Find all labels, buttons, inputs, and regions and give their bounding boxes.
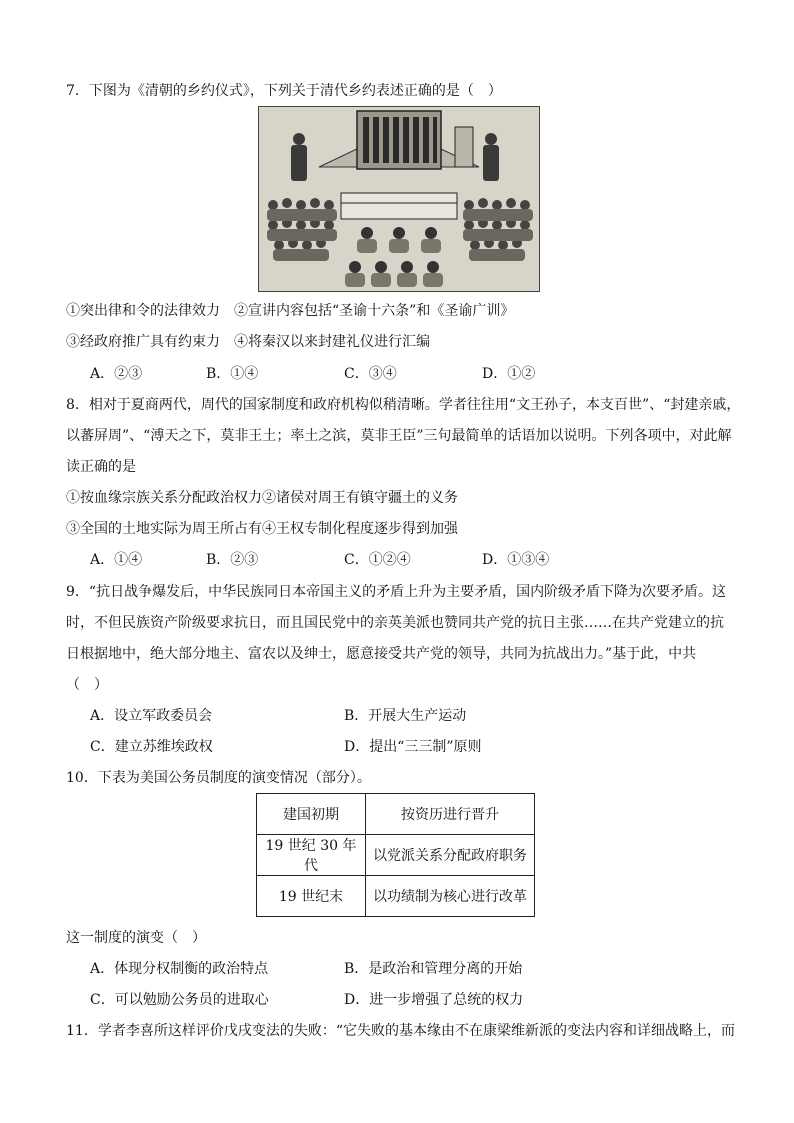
q9-stem-line4: （ ）: [66, 677, 108, 693]
q9-stem-line2: 时，不但民族资产阶级要求抗日，而且国民党中的亲英美派也赞同共产党的抗日主张……在共产党建立的抗: [66, 615, 724, 631]
table-cell: 以党派关系分配政府职务: [366, 835, 535, 876]
q8-option-b[interactable]: B．②③: [206, 552, 259, 568]
table-row: [257, 835, 535, 876]
q8-stem-line3: 读正确的是: [66, 459, 136, 475]
q9-option-a[interactable]: A．设立军政委员会: [90, 708, 213, 724]
q7-option-b[interactable]: B．①④: [206, 366, 259, 382]
q9-option-d[interactable]: D．提出“三三制”原则: [344, 739, 482, 755]
q10-stem: 10．下表为美国公务员制度的演变情况（部分）。: [66, 770, 371, 786]
table-cell: 以功绩制为核心进行改革: [366, 876, 535, 917]
q10-option-b[interactable]: B．是政治和管理分离的开始: [344, 961, 523, 977]
q8-stem-line2: 以蕃屏周”、“溥天之下，莫非王土；率土之滨，莫非王臣”三句最简单的话语加以说明。下列各项中，对此解: [66, 428, 732, 444]
q9-option-c[interactable]: C．建立苏维埃政权: [90, 739, 213, 755]
table-cell: 19 世纪 30 年代: [257, 835, 366, 876]
qing-village-ceremony-illustration: [258, 106, 540, 292]
q10-option-c[interactable]: C．可以勉励公务员的进取心: [90, 992, 269, 1008]
table-row: [257, 876, 535, 917]
q9-stem-line3: 日根据地中，绝大部分地主、富农以及绅士，愿意接受共产党的领导，共同为抗战出力。”基于此，中共: [66, 646, 697, 662]
q7-option-d[interactable]: D．①②: [482, 366, 536, 382]
q9-option-b[interactable]: B．开展大生产运动: [344, 708, 467, 724]
q10-option-a[interactable]: A．体现分权制衡的政治特点: [90, 961, 269, 977]
table-cell: 19 世纪末: [257, 876, 366, 917]
q10-question: 这一制度的演变（ ）: [66, 930, 206, 946]
q7-statements-line1: ①突出律和令的法律效力 ②宣讲内容包括“圣谕十六条”和《圣谕广训》: [66, 303, 515, 319]
q8-statements-line2: ③全国的土地实际为周王所占有④王权专制化程度逐步得到加强: [66, 521, 458, 537]
q8-stem-line1: 8．相对于夏商两代，周代的国家制度和政府机构似稍清晰。学者往往用“文王孙子，本支百世”、“封建亲戚，: [66, 397, 741, 413]
q9-stem-line1: 9．“抗日战争爆发后，中华民族同日本帝国主义的矛盾上升为主要矛盾，国内阶级矛盾下降为次要矛盾。这: [66, 584, 727, 600]
q7-statements-line2: ③经政府推广具有约束力 ④将秦汉以来封建礼仪进行汇编: [66, 334, 430, 350]
q7-stem: 7．下图为《清朝的乡约仪式》，下列关于清代乡约表述正确的是（ ）: [66, 83, 502, 99]
q7-option-c[interactable]: C．③④: [344, 366, 397, 382]
q8-option-d[interactable]: D．①③④: [482, 552, 550, 568]
table-row: [257, 794, 535, 835]
q7-option-a[interactable]: A．②③: [90, 366, 143, 382]
q11-stem-line1: 11．学者李喜所这样评价戊戌变法的失败：“它失败的基本缘由不在康梁维新派的变法内容和详细战略上，而: [66, 1023, 735, 1039]
q8-option-a[interactable]: A．①④: [90, 552, 143, 568]
q8-option-c[interactable]: C．①②④: [344, 552, 411, 568]
q10-option-d[interactable]: D．进一步增强了总统的权力: [344, 992, 524, 1008]
table-cell: 按资历进行晋升: [366, 794, 535, 835]
table-cell: 建国初期: [257, 794, 366, 835]
us-civil-service-table: [256, 793, 535, 917]
q8-statements-line1: ①按血缘宗族关系分配政治权力②诸侯对周王有镇守疆土的义务: [66, 490, 458, 506]
